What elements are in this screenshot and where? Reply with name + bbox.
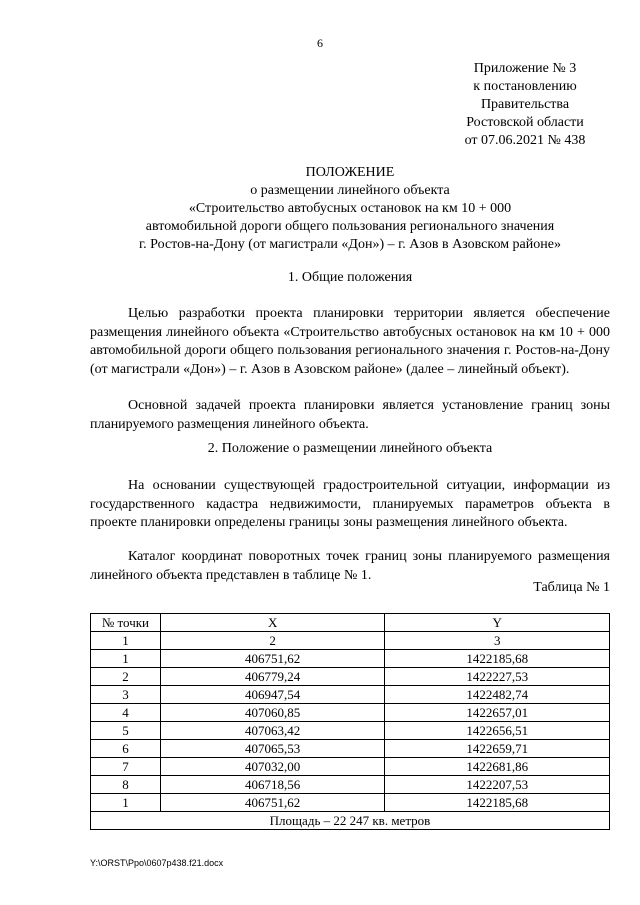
appendix-line: Ростовской области	[466, 115, 584, 130]
table-cell: 407063,42	[160, 722, 385, 740]
table-row	[91, 704, 610, 722]
title-heading: ПОЛОЖЕНИЕ	[305, 165, 395, 180]
table-cell: 1422185,68	[385, 650, 610, 668]
header-point: № точки	[91, 614, 161, 632]
table-cell: 407060,85	[160, 704, 385, 722]
table-cell: 1422659,71	[385, 740, 610, 758]
appendix-line: Правительства	[480, 97, 570, 112]
header-y: Y	[385, 614, 610, 632]
table-cell: 406947,54	[160, 686, 385, 704]
document-title	[100, 164, 600, 254]
table-row	[91, 776, 610, 794]
table-row	[91, 722, 610, 740]
table-cell: 8	[91, 776, 161, 794]
table-cell: 1	[91, 632, 161, 650]
table-cell: 407065,53	[160, 740, 385, 758]
table-cell: 406751,62	[160, 794, 385, 812]
table-cell: 1422656,51	[385, 722, 610, 740]
title-line: автомобильной дороги общего пользования регионального значения	[145, 219, 555, 234]
table-row	[91, 668, 610, 686]
table-cell: 2	[91, 668, 161, 686]
header-x: X	[160, 614, 385, 632]
title-line: «Строительство автобусных остановок на км 10 + 000	[188, 201, 512, 216]
table-area-row	[91, 812, 610, 830]
table-row	[91, 794, 610, 812]
table-cell: 1422227,53	[385, 668, 610, 686]
file-path-footer: Y:\ORST\Ppo\0607p438.f21.docx	[90, 858, 224, 868]
table-cell: 5	[91, 722, 161, 740]
section-1-paragraph: Целью разработки проекта планировки территории является обеспечение размещения линейного объекта «Строительство автобусных остановок на км 10 + 000 автомобильной дороги общего пользования регионального значения г. Ростов-на-Дону (от магистрали «Дон») – г. Азов в Азовском районе» (далее – линейный объект).	[90, 306, 610, 377]
table-row	[91, 740, 610, 758]
table-cell: 1422482,74	[385, 686, 610, 704]
area-cell: Площадь – 22 247 кв. метров	[91, 812, 610, 830]
table-cell: 1422207,53	[385, 776, 610, 794]
title-line: г. Ростов-на-Дону (от магистрали «Дон») – г. Азов в Азовском районе»	[139, 237, 561, 252]
section-2-paragraph: На основании существующей градостроительной ситуации, информации из государственного кадастра недвижимости, планируемых параметров объекта в проекте планировки определены границы зоны размещения линейного объекта.	[90, 478, 610, 530]
page-number: 6	[317, 36, 323, 50]
title-line: о размещении линейного объекта	[250, 183, 450, 198]
appendix-line: от 07.06.2021 № 438	[464, 133, 586, 148]
table-cell: 3	[385, 632, 610, 650]
table-caption: Таблица № 1	[533, 580, 610, 595]
table-cell: 406751,62	[160, 650, 385, 668]
section-2-heading: 2. Положение о размещении линейного объекта	[207, 441, 493, 456]
table-cell: 1422657,01	[385, 704, 610, 722]
table-cell: 6	[91, 740, 161, 758]
table-cell: 1422681,86	[385, 758, 610, 776]
appendix-line: Приложение № 3	[473, 61, 577, 76]
table-cell: 406779,24	[160, 668, 385, 686]
table-row	[91, 758, 610, 776]
table-cell: 406718,56	[160, 776, 385, 794]
table-cell: 407032,00	[160, 758, 385, 776]
table-cell: 2	[160, 632, 385, 650]
section-1-paragraph: Основной задачей проекта планировки является установление границ зоны планируемого размещения линейного объекта.	[90, 398, 610, 432]
table-cell: 4	[91, 704, 161, 722]
coordinates-table	[90, 613, 610, 830]
section-2-paragraph: Каталог координат поворотных точек границ зоны планируемого размещения линейного объекта представлен в таблице № 1.	[90, 549, 610, 583]
table-cell: 1	[91, 794, 161, 812]
section-1-heading: 1. Общие положения	[287, 270, 413, 285]
table-cell: 7	[91, 758, 161, 776]
appendix-block	[440, 60, 610, 150]
table-numbering-row	[91, 632, 610, 650]
table-row	[91, 686, 610, 704]
table-cell: 1	[91, 650, 161, 668]
table-cell: 1422185,68	[385, 794, 610, 812]
table-cell: 3	[91, 686, 161, 704]
appendix-line: к постановлению	[473, 79, 577, 94]
table-header-row	[91, 614, 610, 632]
table-row	[91, 650, 610, 668]
